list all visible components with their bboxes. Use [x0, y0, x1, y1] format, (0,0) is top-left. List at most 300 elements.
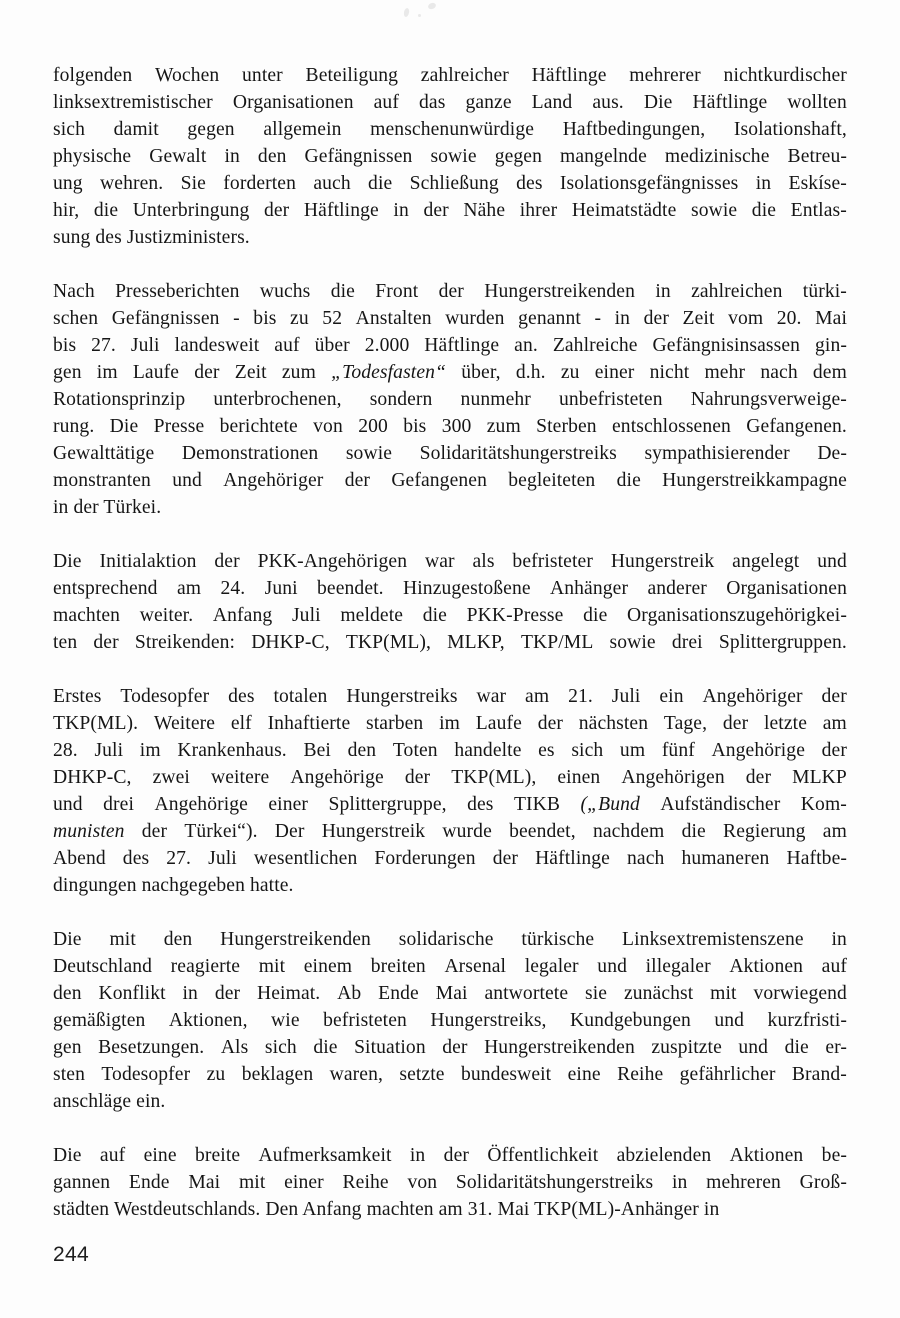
text-word: drei [103, 794, 135, 815]
text-word: Zahlreiche [552, 335, 638, 356]
text-word: Eskíse- [788, 173, 847, 194]
text-word: nach [760, 362, 798, 383]
text-word: die [368, 173, 393, 194]
text-word: Juli [208, 848, 237, 869]
text-word: DHKP-C, [251, 632, 330, 653]
text-word: DHKP-C, [53, 767, 132, 788]
text-line [53, 548, 847, 575]
text-word: Häftlinge [535, 848, 610, 869]
text-word: 28. [53, 740, 78, 761]
text-word: Aufständischer [660, 794, 781, 815]
text-word: beendet. [317, 578, 384, 599]
text-word: 24. [220, 578, 246, 599]
text-word: ganze [465, 92, 512, 113]
text-word: ung [53, 173, 83, 194]
text-word: der [194, 362, 220, 383]
text-word: in [224, 146, 240, 167]
text-word: Nähe [463, 200, 506, 221]
body-paragraph [53, 926, 847, 1115]
text-word: wehren. [100, 173, 164, 194]
text-word: Demonstrationen [181, 443, 319, 464]
text-word: („Bund [580, 794, 640, 815]
text-line [53, 143, 847, 170]
text-word: wurden [445, 308, 505, 329]
text-word: Organisationszugehörigkei- [627, 605, 847, 626]
text-word: Presse [153, 416, 205, 437]
text-word: Presseberichten [115, 281, 240, 302]
text-word: Ab [337, 983, 362, 1004]
text-word: vorwiegend [753, 983, 847, 1004]
text-word: illegaler [645, 956, 711, 977]
text-word: 52 [322, 308, 343, 329]
text-word: Todesopfer [120, 686, 210, 707]
text-word: ten [53, 632, 78, 653]
scan-artifact-speck [403, 8, 410, 18]
text-line [53, 440, 847, 467]
text-word: damit [113, 119, 159, 140]
text-line [53, 467, 847, 494]
text-word: der [404, 767, 431, 788]
text-word: unterbrochenen, [213, 389, 342, 410]
text-word: sowie [690, 200, 738, 221]
text-word: und [597, 956, 627, 977]
text-word: Entlas- [790, 200, 847, 221]
text-word: berichtete [219, 416, 298, 437]
text-word: sich [53, 119, 85, 140]
text-word: TKP(ML). [53, 713, 139, 734]
text-word: Hungerstreikenden [220, 929, 371, 950]
text-word: Wochen [154, 65, 220, 86]
text-word: Todesopfer [101, 1064, 191, 1085]
text-word: Ende [378, 983, 419, 1004]
text-word: sowie [430, 146, 477, 167]
text-word: und [53, 794, 83, 815]
text-word: Groß- [799, 1172, 847, 1193]
text-line [53, 764, 847, 791]
text-word: gannen [53, 1172, 111, 1193]
text-word: sich [571, 740, 604, 761]
text-word: nichtkurdischer [723, 65, 847, 86]
text-word: Sie [180, 173, 206, 194]
text-word: Heimatstädte [571, 200, 677, 221]
text-word: der [141, 821, 168, 842]
text-word: ein [659, 686, 684, 707]
text-word: Sterben [536, 416, 597, 437]
text-word: Nahrungsverweige- [690, 389, 847, 410]
text-word: in [614, 308, 631, 329]
text-word: der [263, 200, 290, 221]
text-word: vom [728, 308, 764, 329]
text-line [53, 386, 847, 413]
text-line [53, 1142, 847, 1169]
text-word: Organisationen [726, 578, 847, 599]
text-line: sung des Justizministers. [53, 227, 250, 248]
text-word: sowie [609, 632, 656, 653]
text-word: reagierte [170, 956, 241, 977]
text-word: im [139, 740, 161, 761]
text-word: des [122, 848, 150, 869]
text-word: Mai [815, 308, 847, 329]
text-word: Kom- [800, 794, 847, 815]
text-word: die [330, 281, 355, 302]
text-word: Inhaftierte [267, 713, 351, 734]
text-word: hir, [53, 200, 80, 221]
text-word: Aktionen [729, 1145, 804, 1166]
text-word: Weitere [153, 713, 216, 734]
text-word: Solidaritätshungerstreiks [419, 443, 617, 464]
text-word: gen [53, 1037, 82, 1058]
text-word: bundesweit [460, 1064, 552, 1085]
text-word: und [172, 470, 202, 491]
text-word: gegen [494, 146, 542, 167]
text-word: monstranten [53, 470, 151, 491]
text-word: in [755, 173, 772, 194]
text-word: nachdem [592, 821, 665, 842]
text-word: Reihe [617, 1064, 664, 1085]
text-word: Krankenhaus. [177, 740, 287, 761]
text-word: Häftlinge [424, 335, 500, 356]
text-word: am [822, 713, 847, 734]
text-word: der [214, 983, 241, 1004]
text-word: Angehörigen [621, 767, 725, 788]
text-line [53, 818, 847, 845]
text-word: Zeit [234, 362, 267, 383]
text-word: beklagen [241, 1064, 314, 1085]
text-word: türki- [802, 281, 847, 302]
text-word: Hungerstreikenden [484, 281, 635, 302]
text-word: der [537, 713, 564, 734]
text-word: forderten [223, 173, 296, 194]
text-word: Haftbedingungen, [562, 119, 706, 140]
text-line [53, 413, 847, 440]
text-word: wesentlichen [253, 848, 358, 869]
text-word: Häftlinge [303, 200, 379, 221]
text-word: er- [825, 1037, 847, 1058]
text-word: Splittergruppe, [328, 794, 447, 815]
text-word: allgemein [263, 119, 342, 140]
scan-artifact-speck [418, 14, 421, 17]
text-word: Aktionen [729, 956, 804, 977]
text-word: wollten [787, 92, 847, 113]
text-word: nunmehr [460, 389, 531, 410]
text-word: bis [53, 335, 77, 356]
text-line [53, 278, 847, 305]
text-line [53, 926, 847, 953]
text-word: einem [303, 956, 353, 977]
text-line: dingungen nachgegeben hatte. [53, 875, 294, 896]
text-word: Haftbe- [786, 848, 847, 869]
text-word: Hungerstreiks [346, 686, 458, 707]
text-word: Reihe [342, 1172, 389, 1193]
text-word: - [233, 308, 240, 329]
text-word: Als [220, 1037, 249, 1058]
text-line [53, 1007, 847, 1034]
text-word: Anhänger [550, 578, 629, 599]
text-word: Isolationsgefängnisses [559, 173, 739, 194]
text-word: Angehörige [290, 767, 384, 788]
text-word: einen [557, 767, 601, 788]
text-line [53, 953, 847, 980]
text-word: in [409, 1145, 426, 1166]
text-word: setzte [399, 1064, 445, 1085]
text-word: landesweit [174, 335, 260, 356]
text-word: Der [274, 821, 305, 842]
text-word: starben [366, 713, 424, 734]
text-word: Öffentlichkeit [487, 1145, 599, 1166]
text-word: TKP(ML), [345, 632, 432, 653]
text-word: breiten [370, 956, 426, 977]
text-word: Gewalttätige [53, 443, 155, 464]
text-word: auf [274, 335, 300, 356]
text-word: Gefangenen [391, 470, 487, 491]
text-word: Aktionen, [168, 1010, 248, 1031]
text-word: Zeit [682, 308, 715, 329]
text-word: humaneren [681, 848, 770, 869]
text-word: Betreu- [787, 146, 847, 167]
text-word: - [594, 308, 602, 329]
text-word: im [96, 362, 118, 383]
text-word: folgenden [53, 65, 133, 86]
text-word: von [313, 416, 343, 437]
text-word: den [347, 740, 377, 761]
text-word: einer [594, 362, 635, 383]
text-word: nach [627, 848, 665, 869]
text-word: nächsten [578, 713, 649, 734]
text-word: gin- [815, 335, 847, 356]
text-word: aus. [592, 92, 624, 113]
text-word: zu [290, 308, 309, 329]
text-word: Angehöriger [223, 470, 324, 491]
text-word: eine [567, 1064, 601, 1085]
text-word: Angehöriger [702, 686, 803, 707]
text-word: Juli [94, 740, 124, 761]
text-word: MLKP [792, 767, 847, 788]
text-word: Die [643, 92, 673, 113]
text-word: sten [53, 1064, 85, 1085]
text-word: mangelnde [560, 146, 647, 167]
text-word: und [714, 1010, 745, 1031]
text-word: sowie [345, 443, 393, 464]
text-word: ihrer [519, 200, 558, 221]
text-word: befristeter [512, 551, 593, 572]
text-word: die [313, 1037, 338, 1058]
text-word: weitere [210, 767, 270, 788]
text-word: der [423, 200, 449, 221]
text-word: auf [99, 1145, 126, 1166]
text-word: linksextremistischer [53, 92, 213, 113]
text-word: wie [271, 1010, 300, 1031]
text-word: Häftlinge [692, 92, 768, 113]
scan-artifact-speck [427, 2, 437, 11]
text-word: Gefangenen. [746, 416, 847, 437]
text-word: am [525, 686, 550, 707]
text-word: der [344, 470, 371, 491]
text-word: wuchs [259, 281, 311, 302]
text-word: sympathisierender [644, 443, 790, 464]
text-word: Toten [392, 740, 438, 761]
text-word: entsprechend [53, 578, 158, 599]
text-word: Situation [354, 1037, 426, 1058]
text-word: Hungerstreik [610, 551, 715, 572]
text-word: fünf [661, 740, 695, 761]
body-paragraph [53, 278, 847, 521]
text-line [53, 62, 847, 89]
text-word: der [214, 551, 240, 572]
text-word: der [821, 686, 847, 707]
text-word: die [93, 200, 119, 221]
text-word: handelte [454, 740, 522, 761]
text-word: war [476, 686, 507, 707]
text-word: das [419, 92, 446, 113]
text-word: Hungerstreiks, [430, 1010, 547, 1031]
text-word: 2.000 [364, 335, 410, 356]
text-word: am [176, 578, 202, 599]
text-word: Hungerstreikenden [484, 1037, 635, 1058]
text-word: der [745, 767, 772, 788]
text-word: gemäßigten [53, 1010, 146, 1031]
text-word: die [784, 1037, 809, 1058]
text-word: in [393, 200, 409, 221]
text-word: letzte [763, 713, 807, 734]
text-word: war [424, 551, 455, 572]
text-line [53, 980, 847, 1007]
text-word: dem [812, 362, 847, 383]
text-word: Deutschland [53, 956, 153, 977]
text-word: Isolationshaft, [733, 119, 847, 140]
text-word: Hungerstreikkampagne [662, 470, 847, 491]
text-word: über [314, 335, 350, 356]
text-word: Front [375, 281, 419, 302]
text-word: der [442, 1037, 468, 1058]
text-word: 27. [166, 848, 192, 869]
text-line: in der Türkei. [53, 497, 162, 518]
text-word: Rotationsprinzip [53, 389, 186, 410]
text-word: physische [53, 146, 132, 167]
text-word: um [619, 740, 646, 761]
text-word: eine [143, 1145, 177, 1166]
text-word: mehreren [706, 1172, 781, 1193]
text-word: Juli [611, 686, 641, 707]
body-text-column [53, 62, 847, 1223]
text-word: „Todesfasten“ [331, 362, 447, 383]
text-word: befristeten [323, 1010, 407, 1031]
text-word: abzielenden [616, 1145, 712, 1166]
text-line [53, 602, 847, 629]
text-line [53, 1169, 847, 1196]
text-word: an. [514, 335, 538, 356]
text-word: 200 [358, 416, 388, 437]
text-word: 21. [568, 686, 593, 707]
text-word: die [422, 605, 447, 626]
text-word: unter [242, 65, 283, 86]
text-word: mehr [704, 362, 746, 383]
text-word: zuspitzte [651, 1037, 722, 1058]
text-line: anschläge ein. [53, 1091, 166, 1112]
text-word: im [439, 713, 460, 734]
text-word: Aufmerksamkeit [258, 1145, 392, 1166]
text-word: sie [585, 983, 608, 1004]
text-word: Linksextremistenszene [622, 929, 804, 950]
text-word: den [53, 983, 82, 1004]
text-word: die [583, 605, 608, 626]
text-word: Laufe [475, 713, 522, 734]
text-line [53, 89, 847, 116]
text-line [53, 1061, 847, 1088]
text-word: Hinzugestoßene [403, 578, 531, 599]
text-word: Hungerstreik [321, 821, 426, 842]
text-word: mehrerer [629, 65, 701, 86]
text-word: des [467, 794, 494, 815]
text-word: sondern [369, 389, 433, 410]
text-word: beendet, [509, 821, 576, 842]
text-word: Mai [188, 1172, 221, 1193]
text-line: städten Westdeutschlands. Den Anfang machten am 31. Mai TKP(ML)-Anhänger in [53, 1199, 720, 1220]
text-word: von [407, 1172, 438, 1193]
text-word: der [443, 1145, 469, 1166]
text-line [53, 305, 847, 332]
text-word: MLKP, [447, 632, 505, 653]
text-word: Die [53, 1145, 82, 1166]
text-word: auf [821, 956, 847, 977]
text-word: nicht [649, 362, 690, 383]
text-word: Solidaritätshungerstreiks [455, 1172, 654, 1193]
text-word: d.h. [515, 362, 546, 383]
text-word: Arsenal [444, 956, 507, 977]
body-paragraph [53, 683, 847, 899]
text-word: auf [373, 92, 399, 113]
text-word: der [438, 281, 464, 302]
text-line [53, 710, 847, 737]
text-line [53, 332, 847, 359]
text-word: über, [461, 362, 501, 383]
text-word: in [831, 929, 847, 950]
text-word: TKP/ML [520, 632, 594, 653]
text-word: zunächst [623, 983, 694, 1004]
text-word: bis [403, 416, 427, 437]
text-word: sich [264, 1037, 297, 1058]
text-line [53, 170, 847, 197]
text-word: genannt [518, 308, 581, 329]
text-word: munisten [53, 821, 125, 842]
text-word: Anstalten [355, 308, 432, 329]
text-line [53, 791, 847, 818]
text-word: unbefristeten [559, 389, 663, 410]
text-word: Unterbringung [132, 200, 250, 221]
text-word: der [821, 740, 847, 761]
text-word: Beteiligung [305, 65, 399, 86]
text-word: Anfang [212, 605, 273, 626]
text-word: Gefängnissen [304, 146, 413, 167]
text-word: zum [486, 416, 521, 437]
text-word: zahlreichen [691, 281, 783, 302]
text-word: Häftlinge [531, 65, 607, 86]
text-word: der [722, 713, 749, 734]
text-word: Nach [53, 281, 95, 302]
text-word: der [492, 848, 519, 869]
text-line [53, 197, 847, 224]
text-word: die [681, 821, 706, 842]
text-word: Gefängnissen [111, 308, 220, 329]
text-word: Splittergruppen. [718, 632, 847, 653]
text-word: der [643, 308, 669, 329]
text-line [53, 359, 847, 386]
text-word: Laufe [132, 362, 180, 383]
text-line [53, 575, 847, 602]
text-word: Gefängnisinsassen [652, 335, 801, 356]
text-word: des [228, 686, 255, 707]
text-word: Besetzungen. [98, 1037, 205, 1058]
text-word: Schließung [409, 173, 499, 194]
